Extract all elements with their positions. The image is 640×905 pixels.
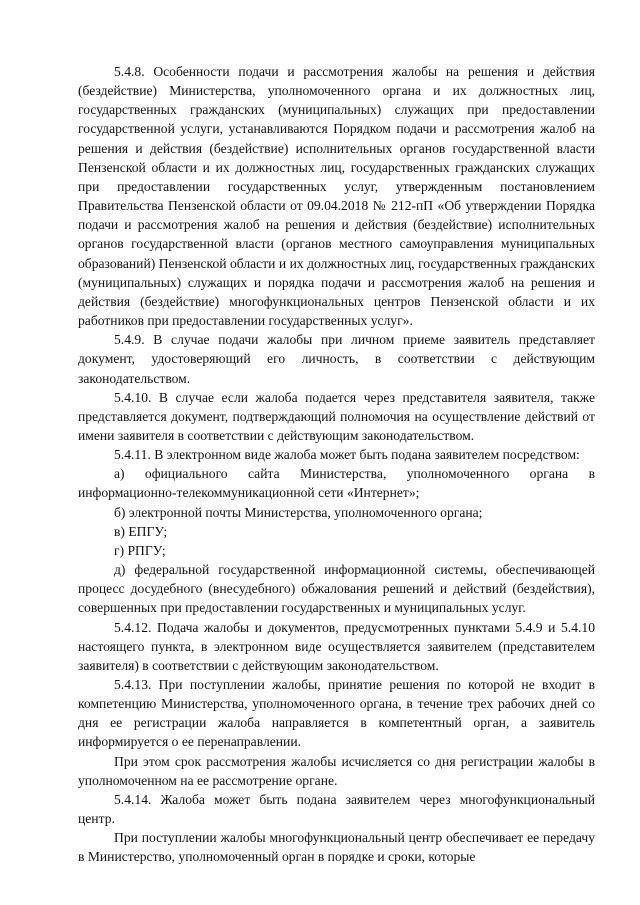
- paragraph-5-4-10: 5.4.10. В случае если жалоба подается через представителя заявителя, также представляется документ, подтверждающий полномочия на осуществление действий от имени заявителя в соответствии с действующим законодательством.: [78, 389, 595, 443]
- list-item-v: в) ЕПГУ;: [114, 523, 168, 539]
- paragraph-mfc-transfer: При поступлении жалобы многофункциональный центр обеспечивает ее передачу в Министерство, уполномоченный орган в порядке и сроки, которые: [78, 830, 595, 865]
- paragraph-term: При этом срок рассмотрения жалобы исчисляется со дня регистрации жалобы в уполномоченном на ее рассмотрение органе.: [78, 753, 595, 788]
- list-item-b: б) электронной почты Министерства, уполномоченного органа;: [114, 504, 483, 520]
- paragraph-5-4-14: 5.4.14. Жалоба может быть подана заявителем через многофункциональный центр.: [78, 791, 595, 827]
- document-page: [78, 62, 595, 867]
- paragraph-5-4-11: 5.4.11. В электронном виде жалоба может быть подана заявителем посредством:: [114, 447, 580, 463]
- list-item-g: г) РПГУ;: [114, 542, 166, 558]
- paragraph-5-4-9: 5.4.9. В случае подачи жалобы при личном приеме заявитель представляет документ, удостоверяющий его личность, в соответствии с действующим законодательством.: [78, 332, 595, 386]
- paragraph-5-4-8: 5.4.8. Особенности подачи и рассмотрения жалобы на решения и действия (бездействие) Министерства, уполномоченного органа и их должностных лиц, государственных гражданских (муниципальных) служащих при предоставлении государственной услуги, устанавливаются Порядком подачи и рассмотрения жалоб на решения и действия (бездействие) исполнительных органов государственной власти Пензенской области и их должностных лиц, государственных гражданских служащих при предоставлении государственных услуг, утвержденным постановлением Правительства Пензенской области от 09.04.2018 № 212-пП «Об утверждении Порядка подачи и рассмотрения жалоб на решения и действия (бездействие) исполнительных органов государственной власти (органов местного самоуправления муниципальных образований) Пензенской области и их должностных лиц, государственных гражданских (муниципальных) служащих и порядка подачи и рассмотрения жалоб на решения и действия (бездействие) многофункциональных центров Пензенской области и их работников при предоставлении государственных услуг».: [78, 64, 595, 329]
- list-item-d: д) федеральной государственной информационной системы, обеспечивающей процесс досудебного (внесудебного) обжалования решений и действий (бездействия), совершенных при предоставлении государственных и муниципальных услуг.: [78, 562, 595, 616]
- list-item-a: а) официального сайта Министерства, уполномоченного органа в информационно-телекоммуникационной сети «Интернет»;: [78, 466, 595, 501]
- paragraph-5-4-13: 5.4.13. При поступлении жалобы, принятие решения по которой не входит в компетенцию Министерства, уполномоченного органа, в течение трех рабочих дней со дня ее регистрации жалоба направляется в компетентный орган, а заявитель информируется о ее перенаправлении.: [78, 677, 595, 750]
- paragraph-5-4-12: 5.4.12. Подача жалобы и документов, предусмотренных пунктами 5.4.9 и 5.4.10 настоящего пункта, в электронном виде осуществляется заявителем (представителем заявителя) в соответствии с действующим законодательством.: [78, 619, 595, 673]
